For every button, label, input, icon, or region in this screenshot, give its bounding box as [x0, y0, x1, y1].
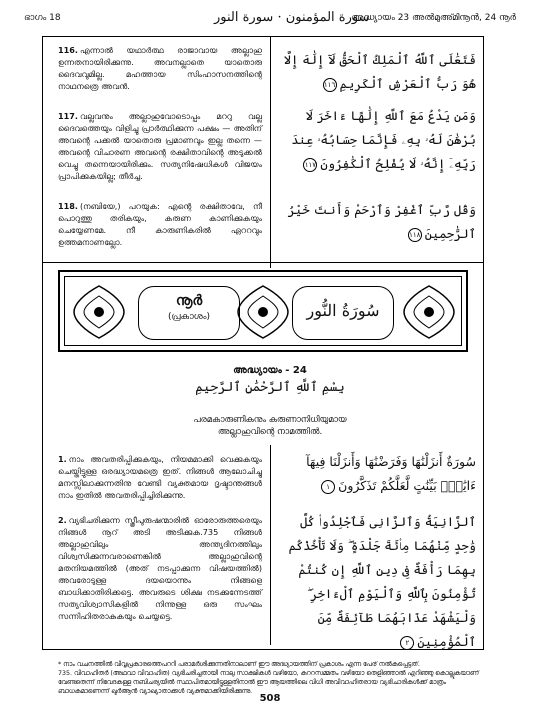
surah-titles: سورة المؤمنون · سورة النور: [214, 10, 370, 25]
verse-mark: ٢: [400, 636, 414, 650]
verse-116-ar: فَتَعَٰلَى ٱللَّهُ ٱلْمَلِكُ ٱلْحَقُّ لَآ إِلَٰهَ إِلَّا هُوَ رَبُّ ٱلْعَرْشِ ٱلْكَرِيمِ١١٦: [283, 52, 476, 91]
bottom-column-divider: [270, 445, 271, 645]
footnote-star: * നാം വചനത്തിൽ വിവൃപ്രകാരത്തെപററി പരാമർശിക്കുന്നതിനാലാണ് ഈ അദ്ധ്യായത്തിന് പ്രകാശം എന്ന പേര് നൽകപ്പെട്ടത്.: [58, 661, 420, 668]
banner-malayalam-title: നൂർ: [175, 293, 203, 309]
banner-malayalam-cartouche: [138, 286, 240, 340]
page-number: 508: [259, 693, 281, 704]
top-section-rule: [42, 262, 484, 263]
verse-118-ml: 118. (നബിയേ,) പറയുക: എന്റെ രക്ഷിതാവേ, നീ പൊറുത്തു തരികയും, കരുണ കാണിക്കുകയും ചെയ്യേണമേ. നീ കാരുണികരിൽ ഏററവും ഉത്തമനാണല്ലോ.: [58, 201, 262, 247]
chapter-info: അദ്ധ്യായം 23 അൽമുഅ്മിനൂൻ, 24 നൂർ: [351, 13, 516, 23]
verse-mark: ١١٦: [323, 78, 337, 92]
verse-116-ml: 116. എന്നാൽ യഥാർത്ഥ രാജാവായ അല്ലാഹു ഉന്നതനായിരിക്കുന്നു. അവനല്ലാതെ യാതൊരു ദൈവവുമില്ല. മഹത്തായ സിംഹാസനത്തിന്റെ നാഥനത്രെ അവൻ.: [58, 45, 262, 91]
verse-2-ar: ٱلزَّانِيَةُ وَٱلزَّانِى فَٱجْلِدُوا۟ كُلَّ وَٰحِدٍ مِّنْهُمَا مِا۟ئَةَ جَلْدَةٍ ۖ وَلَا تَأْخُذْكُم بِهِمَا رَأْفَةٌ فِى دِينِ ٱللَّهِ إِن كُنتُمْ تُؤْمِنُونَ بِٱللَّهِ وَٱلْيَوْمِ ٱلْءَاخِرِ ۖ وَلْيَشْهَدْ عَذَابَهُمَا طَآئِفَةٌ مِّنَ ٱلْمُؤْمِنِينَ٢: [288, 514, 476, 649]
verse-1-ml: 1. നാം അവതരിപ്പിക്കുകയും, നിയമമാക്കി വെക്കുകയും ചെയ്തിട്ടുള്ള ഒരദ്ധ്യായമത്രെ ഇത്. നിങ്ങൾ ആലോചിച്ചു മനസ്സിലാക്കുന്നതിനു വേണ്ടി വ്യക്തമായ ദൃഷ്ടാന്തങ്ങൾ നാം ഇതിൽ അവതരിപ്പിച്ചിരിക്കുന്നു.: [58, 454, 262, 500]
verse-117-ar: وَمَن يَدْعُ مَعَ ٱللَّهِ إِلَٰهًا ءَاخَرَ لَا بُرْهَٰنَ لَهُۥ بِهِۦ فَإِنَّمَا حِسَابُهُۥ عِندَ رَبِّهِۦٓ إِنَّهُۥ لَا يُفْلِحُ ٱلْكَٰفِرُونَ١١٧: [291, 108, 476, 171]
banner-arabic-title: سُورَةُ النُّور: [306, 301, 380, 320]
verse-mark: ١: [321, 480, 335, 494]
banner-arabic-cartouche: [292, 286, 394, 340]
verse-mark: ١١٨: [408, 228, 422, 242]
bismillah: بِسْمِ ٱللَّهِ ٱلرَّحْمَٰنِ ٱلرَّحِيمِ: [195, 380, 345, 395]
chapter-heading: അദ്ധ്യായം - 24: [233, 365, 307, 376]
surah-banner: [58, 270, 468, 352]
verse-1-ar: سُورَةٌ أَنزَلْنَٰهَا وَفَرَضْنَٰهَا وَأَنزَلْنَا فِيهَآ ءَايَٰتٍۭ بَيِّنَٰتٍ لَّعَلَّكُمْ تَذَكَّرُونَ١: [306, 454, 476, 493]
arabesque-ornament-icon: [234, 282, 292, 342]
verse-mark: ١١٧: [303, 158, 317, 172]
footnotes: [58, 660, 486, 696]
arabesque-ornament-icon: [400, 282, 458, 342]
arabesque-ornament-icon: [70, 282, 128, 342]
verse-118-ar: وَقُل رَّبِّ ٱغْفِرْ وَٱرْحَمْ وَأَنتَ خَيْرُ ٱلرَّٰحِمِينَ١١٨: [287, 202, 476, 241]
verse-2-ml: 2. വ്യഭിചരിക്കുന്ന സ്ത്രീപുരുഷന്മാരിൽ ഓരോരുത്തരെയും നിങ്ങൾ നൂറ് അടി അടിക്കുക.735 നിങ്ങൾ അല്ലാഹുവിലും അന്ത്യദിനത്തിലും വിശ്വസിക്കുന്നവരാണെങ്കിൽ അല്ലാഹുവിന്റെ മതനിയമത്തിൽ (അത് നടപ്പാക്കുന്ന വിഷയത്തിൽ) അവരോടുള്ള ദയയൊന്നും നിങ്ങളെ ബാധിക്കാതിരിക്കട്ടെ. അവരുടെ ശിക്ഷ നടക്കുന്നേടത്ത് സത്യവിശ്വാസികളിൽ നിന്നുള്ള ഒരു സംഘം സന്നിഹിതരാകുകയും ചെയ്യട്ടെ.: [58, 515, 262, 621]
verse-117-ml: 117. വല്ലവനും അല്ലാഹുവോടൊപ്പം മററു വല്ല ദൈവത്തെയും വിളിച്ചു പ്രാർത്ഥിക്കുന്ന പക്ഷം — അതിന് അവന്റെ പക്കൽ യാതൊരു പ്രമാണവും ഇല്ല തന്നെ — അവന്റെ വിചാരണ അവന്റെ രക്ഷിതാവിന്റെ അടുക്കൽ വെച്ചു തന്നെയായിരിക്കും. സത്യനിഷേധികൾ വിജയം പ്രാപിക്കുകയില്ല; തീർച്ച.: [58, 111, 262, 181]
banner-malayalam-subtitle: (പ്രകാശം): [167, 312, 211, 322]
top-column-divider: [270, 36, 271, 268]
page-header: [24, 10, 516, 28]
part-label: ഭാഗം 18: [24, 13, 61, 23]
bismillah-translation: പരമകാരുണികനും കരുണാനിധിയുമായ അല്ലാഹുവിന്റെ നാമത്തിൽ.: [193, 415, 347, 437]
footnote-735: 735. വിവാഹിതർ (അഥവാ വിവാഹിത) വ്യഭിചരിച്ചതായി നാലു സാക്ഷികൾ വഴിയോ, കുററസമ്മതം വഴിയോ തെളിഞ്ഞാൽ എറിഞ്ഞു കൊല്ലുകയാണ് വേണ്ടതെന്ന് നിവേദകള്ള നബിചര്യയിൽ സ്ഥാപിതമായിട്ടുള്ളതിനാൽ ഈ ആയത്തിലെ വിധി അവിവാഹിതരായ വ്യഭിചാരികൾക്ക് മാത്രം ബാധകമാണെന്ന് ഖുർആൻ വ്യാഖ്യാതാക്കൾ വ്യക്തമാക്കിയിരിക്കുന്നു.: [58, 670, 479, 695]
